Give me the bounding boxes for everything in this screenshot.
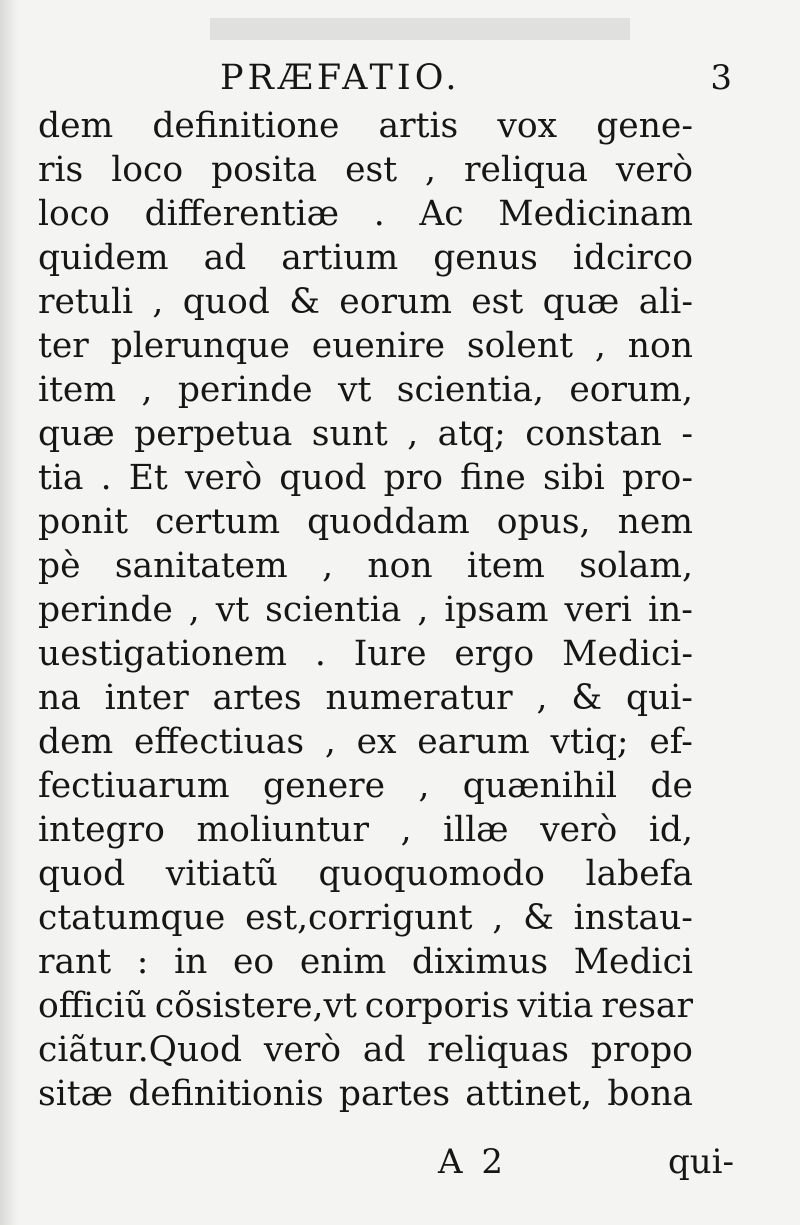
word: differentiæ	[144, 194, 340, 234]
word: verò	[184, 458, 263, 498]
word: Et	[128, 458, 168, 498]
word: ,	[594, 326, 606, 366]
word: retuli	[38, 282, 134, 322]
word: :	[136, 942, 149, 982]
word: vt	[338, 370, 372, 410]
show-through-bleed	[210, 10, 630, 50]
word: perpetua	[134, 414, 293, 454]
word: verò	[615, 150, 693, 190]
word: verò	[263, 1030, 342, 1070]
word: dem	[38, 106, 114, 146]
word: item	[38, 370, 117, 410]
word: sitæ	[38, 1074, 114, 1114]
word: ,	[418, 766, 430, 806]
word: atq;	[437, 414, 506, 454]
word: ef-	[649, 722, 693, 762]
word: item	[466, 546, 545, 586]
word: ,	[425, 150, 437, 190]
word: .	[314, 634, 326, 674]
word: certum	[155, 502, 281, 542]
word: solam,	[579, 546, 693, 586]
word: est	[345, 150, 398, 190]
text-line	[38, 764, 693, 808]
word: scientia	[265, 590, 402, 630]
word: plerunque	[110, 326, 290, 366]
text-line	[38, 412, 693, 456]
text-line	[38, 852, 693, 896]
text-line	[38, 896, 693, 940]
running-title: PRÆFATIO.	[220, 58, 461, 98]
word: quoddam	[307, 502, 470, 542]
word: quod	[38, 854, 126, 894]
word: euenire	[311, 326, 446, 366]
word: artes	[212, 678, 302, 718]
word: loco	[111, 150, 184, 190]
word: &	[571, 678, 603, 718]
word: quod	[182, 282, 270, 322]
catchword: qui-	[667, 1142, 734, 1182]
word: instau-	[573, 898, 693, 938]
word: idcirco	[572, 238, 693, 278]
word: moliuntur	[196, 810, 370, 850]
word: officiũ	[38, 986, 147, 1026]
word: sanitatem	[114, 546, 288, 586]
text-line	[38, 808, 693, 852]
word: sunt	[311, 414, 388, 454]
word: ,	[324, 722, 336, 762]
word: in	[174, 942, 208, 982]
word: non	[627, 326, 693, 366]
word: de	[650, 766, 693, 806]
word: eorum,	[569, 370, 693, 410]
word: quænihil	[462, 766, 618, 806]
text-line	[38, 500, 693, 544]
word: genere	[263, 766, 386, 806]
word: vitiatũ	[165, 854, 278, 894]
word: ,	[492, 898, 504, 938]
word: in-	[647, 590, 693, 630]
signature-mark: A 2	[438, 1142, 507, 1182]
text-line	[38, 984, 693, 1028]
word: .	[373, 194, 385, 234]
page-footer	[40, 1140, 740, 1190]
word: quæ	[38, 414, 115, 454]
word: numeratur	[325, 678, 513, 718]
word: qui-	[625, 678, 693, 718]
word: reliquas	[427, 1030, 569, 1070]
word: quod	[279, 458, 367, 498]
word: diximus	[411, 942, 549, 982]
word: .	[100, 458, 112, 498]
word: eo	[232, 942, 275, 982]
word: ,	[141, 370, 153, 410]
word: cõsistere,vt	[154, 986, 357, 1026]
word: integro	[38, 810, 165, 850]
word: rant	[38, 942, 112, 982]
word: uestigationem	[38, 634, 287, 674]
word: reliqua	[463, 150, 588, 190]
text-line	[38, 676, 693, 720]
word: ad	[203, 238, 247, 278]
word: attinet,	[465, 1074, 593, 1114]
page-gutter-shadow	[0, 0, 18, 1225]
word: na	[38, 678, 81, 718]
word: ciãtur.Quod	[38, 1030, 243, 1070]
text-line	[38, 588, 693, 632]
word: resar	[601, 986, 693, 1026]
word: labefa	[585, 854, 693, 894]
text-line	[38, 280, 693, 324]
word: ,	[188, 590, 200, 630]
word: ,	[417, 590, 429, 630]
word: inter	[104, 678, 189, 718]
text-line	[38, 940, 693, 984]
text-line	[38, 104, 693, 148]
text-line	[38, 456, 693, 500]
word: artium	[281, 238, 399, 278]
page-number: 3	[710, 58, 732, 98]
word: -	[681, 414, 693, 454]
word: ris	[38, 150, 84, 190]
word: verò	[540, 810, 618, 850]
text-line	[38, 148, 693, 192]
word: perinde	[38, 590, 173, 630]
word: ,	[152, 282, 164, 322]
word: opus,	[496, 502, 591, 542]
word: ex	[356, 722, 397, 762]
word: posita	[211, 150, 318, 190]
word: constan	[525, 414, 662, 454]
word: Ac	[419, 194, 464, 234]
word: earum	[417, 722, 530, 762]
word: Medicinam	[498, 194, 693, 234]
word: tia	[38, 458, 84, 498]
word: fectiuarum	[38, 766, 230, 806]
word: ad	[362, 1030, 406, 1070]
word: pè	[38, 546, 81, 586]
word: definitionis	[128, 1074, 324, 1114]
word: sibi	[542, 458, 605, 498]
word: genus	[433, 238, 538, 278]
word: id,	[648, 810, 693, 850]
text-line	[38, 544, 693, 588]
word: vt	[215, 590, 250, 630]
word: nem	[617, 502, 693, 542]
word: vtiq;	[550, 722, 629, 762]
text-line	[38, 1028, 693, 1072]
word: non	[367, 546, 433, 586]
word: veri	[564, 590, 632, 630]
text-line	[38, 632, 693, 676]
word: solent	[466, 326, 573, 366]
word: vitia	[517, 986, 594, 1026]
word: bona	[607, 1074, 693, 1114]
text-line	[38, 236, 693, 280]
word: vox	[497, 106, 558, 146]
word: pro	[383, 458, 443, 498]
word: ter	[38, 326, 89, 366]
word: est	[471, 282, 524, 322]
body-text	[38, 104, 693, 1116]
word: fine	[460, 458, 526, 498]
word: definitione	[152, 106, 340, 146]
word: quæ	[542, 282, 620, 322]
word: effectiuas	[134, 722, 305, 762]
word: loco	[38, 194, 110, 234]
text-line	[38, 720, 693, 764]
word: Iure	[353, 634, 427, 674]
word: ponit	[38, 502, 128, 542]
word: &	[523, 898, 554, 938]
word: scientia,	[396, 370, 544, 410]
word: propo	[590, 1030, 693, 1070]
text-line	[38, 324, 693, 368]
word: ,	[322, 546, 334, 586]
word: perinde	[177, 370, 313, 410]
word: eorum	[339, 282, 452, 322]
word: ,	[536, 678, 548, 718]
word: enim	[299, 942, 387, 982]
word: quoquomodo	[318, 854, 545, 894]
word: partes	[338, 1074, 451, 1114]
word: ipsam	[444, 590, 549, 630]
word: gene-	[596, 106, 693, 146]
word: artis	[378, 106, 459, 146]
word: ali-	[638, 282, 693, 322]
word: &	[289, 282, 320, 322]
word: ,	[407, 414, 419, 454]
word: corporis	[364, 986, 510, 1026]
word: Medici	[573, 942, 693, 982]
word: illæ	[443, 810, 509, 850]
word: ctatumque	[38, 898, 226, 938]
word: ,	[400, 810, 412, 850]
word: dem	[38, 722, 114, 762]
word: est,corrigunt	[245, 898, 473, 938]
word: ergo	[454, 634, 535, 674]
word: quidem	[38, 238, 169, 278]
text-line	[38, 368, 693, 412]
word: pro-	[621, 458, 693, 498]
page-header	[40, 56, 740, 106]
text-line	[38, 1072, 693, 1116]
word: Medici-	[562, 634, 693, 674]
text-line	[38, 192, 693, 236]
